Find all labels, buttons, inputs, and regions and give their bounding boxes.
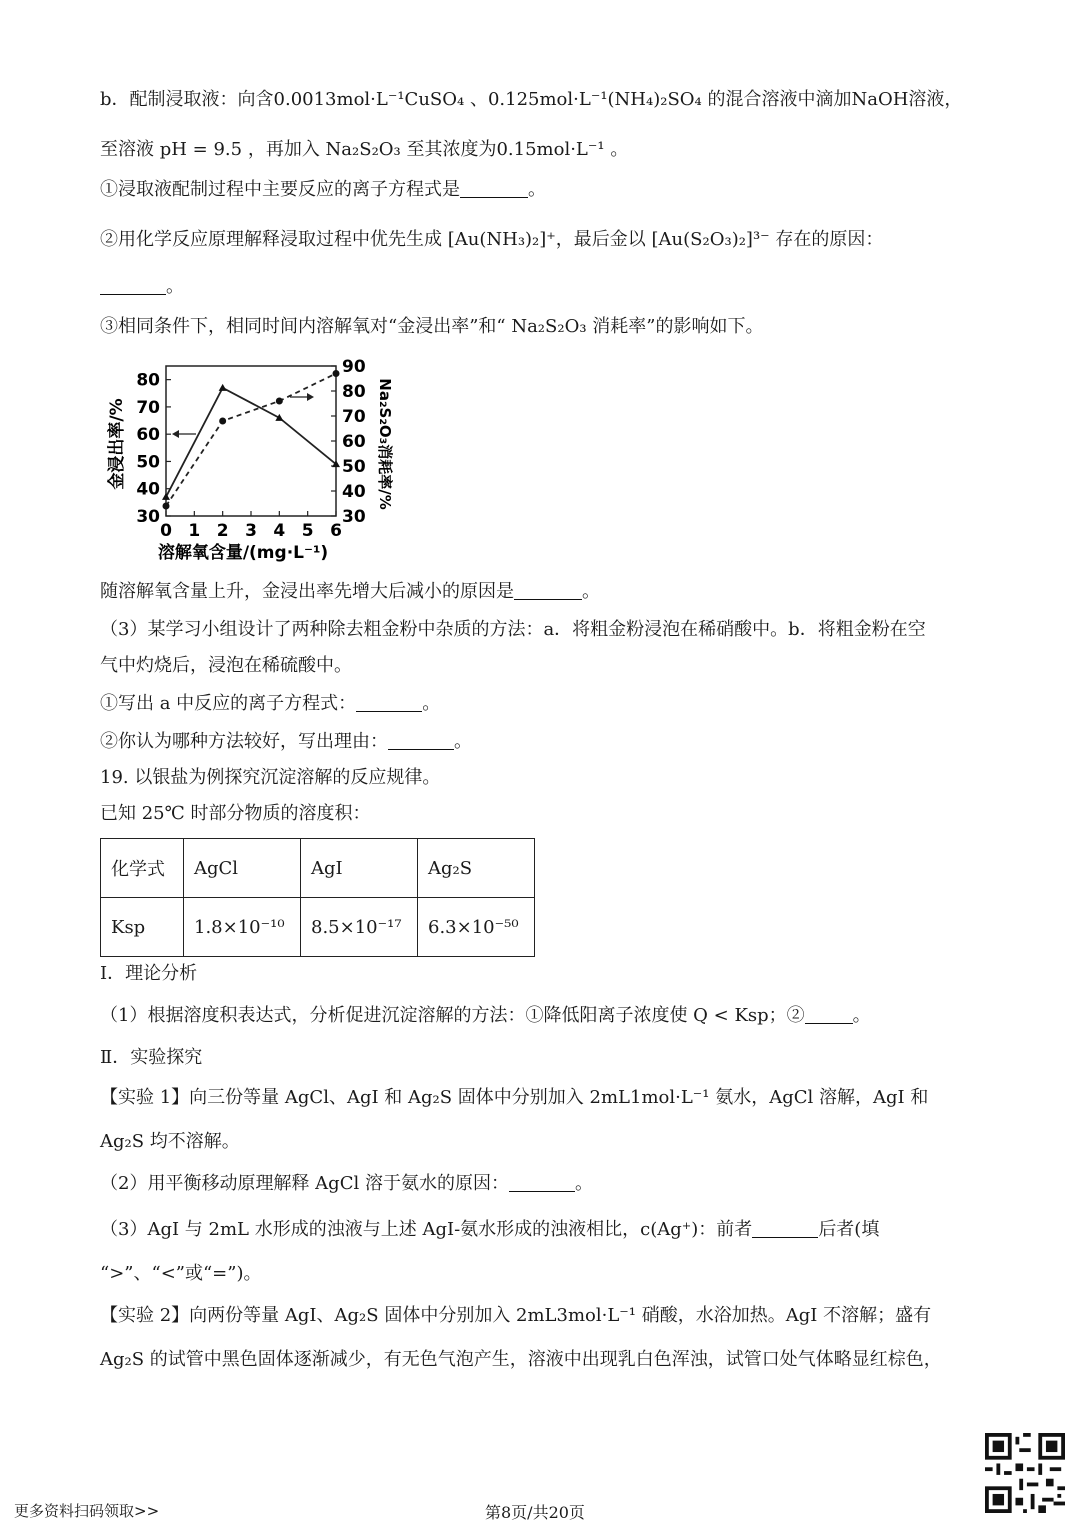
footer-promo[interactable]: 更多资料扫码领取>>	[14, 1502, 160, 1520]
y-axis-label-left: 金浸出率/%	[107, 398, 127, 490]
answer-blank[interactable]	[805, 1005, 853, 1024]
left-tick-label: 70	[136, 397, 160, 418]
question-3-compare	[100, 1218, 879, 1242]
complex-ammine: [Au(NH₃)₂]⁺	[447, 229, 556, 250]
punct: 。	[852, 1005, 871, 1026]
section-1-heading: Ⅰ．理论分析	[100, 963, 198, 984]
series-line-left	[166, 388, 336, 497]
table-row	[101, 839, 535, 898]
x-tick-label: 3	[245, 521, 257, 541]
x-tick-label: 4	[273, 521, 286, 541]
qr-code-icon[interactable]	[985, 1433, 1065, 1513]
section-1-q1-text: （1）根据溶度积表达式，分析促进沉淀溶解的方法：①降低阳离子浓度使 Q < Ksp；②	[100, 1005, 805, 1026]
part-3-q1	[100, 692, 440, 716]
x-tick-label: 6	[330, 521, 342, 541]
x-tick-label: 0	[160, 521, 172, 541]
series-line-right	[166, 374, 336, 507]
experiment-1: 【实验 1】向三份等量 AgCl、AgI 和 Ag₂S 固体中分别加入 2mL1mol·L⁻¹ 氨水，AgCl 溶解，AgI 和	[100, 1087, 929, 1108]
left-tick-label: 40	[136, 479, 160, 500]
part-3-q1-text: ①写出 a 中反应的离子方程式：	[100, 693, 357, 714]
part-3-q2	[100, 730, 472, 754]
punct: 。	[422, 693, 441, 714]
left-tick-label: 80	[136, 370, 160, 391]
answer-blank[interactable]	[460, 179, 528, 198]
complex-thiosulfate: [Au(S₂O₃)₂]³⁻	[651, 229, 770, 250]
right-tick-label: 40	[342, 482, 366, 502]
punct: 。	[166, 276, 184, 297]
answer-blank[interactable]	[388, 731, 454, 750]
y-axis-label-right: Na₂S₂O₃消耗率/%	[376, 378, 394, 510]
right-tick-label: 90	[342, 357, 366, 377]
answer-blank[interactable]	[514, 581, 582, 600]
table-header-cell: Ag₂S	[418, 839, 535, 898]
section-1-q1	[100, 1004, 871, 1028]
text-line-b: b．配制浸取液：向含0.0013mol·L⁻¹CuSO₄ 、0.125mol·L⁻¹(NH₄)₂SO₄ 的混合溶液中滴加NaOH溶液，	[100, 89, 963, 110]
table-header-cell: 化学式	[101, 839, 184, 898]
experiment-2-cont: Ag₂S 的试管中黑色固体逐渐减少，有无色气泡产生，溶液中出现乳白色浑浊，试管口处气体略显红棕色，	[100, 1349, 942, 1370]
right-tick-label: 60	[342, 432, 366, 452]
data-point-circle	[276, 398, 283, 405]
question-2-ammonia	[100, 1172, 593, 1196]
plot-frame	[166, 366, 336, 516]
data-point-circle	[163, 503, 170, 510]
data-point-circle	[219, 418, 226, 425]
part-3-intro-cont: 气中灼烧后，浸泡在稀硫酸中。	[100, 655, 352, 676]
left-axis-arrowhead	[172, 430, 179, 438]
punct: 。	[454, 731, 472, 752]
x-tick-label: 2	[216, 521, 229, 541]
dissolved-oxygen-chart	[90, 352, 410, 572]
left-tick-label: 30	[136, 507, 160, 527]
punct: 。	[528, 179, 546, 200]
data-point-triangle	[162, 493, 170, 500]
answer-blank[interactable]	[356, 693, 422, 712]
ksp-intro: 已知 25℃ 时部分物质的溶度积：	[100, 803, 371, 824]
punct: 。	[582, 581, 600, 602]
x-tick-label: 1	[188, 521, 201, 541]
question-3-reason	[100, 580, 600, 604]
experiment-1-cont: Ag₂S 均不溶解。	[100, 1131, 240, 1152]
left-tick-label: 50	[136, 452, 160, 473]
section-2-heading: Ⅱ．实验探究	[100, 1047, 203, 1068]
x-axis-label: 溶解氧含量/(mg·L⁻¹)	[157, 543, 329, 563]
punct: 。	[574, 1173, 593, 1194]
question-19: 19. 以银盐为例探究沉淀溶解的反应规律。	[100, 767, 441, 788]
right-tick-label: 80	[342, 382, 366, 402]
question-2-end: 存在的原因：	[775, 229, 884, 250]
ksp-table	[100, 838, 535, 957]
question-2-answer	[100, 275, 184, 299]
table-row	[101, 898, 535, 957]
question-compare-end: 后者(填	[818, 1219, 880, 1240]
question-1	[100, 178, 546, 202]
question-ammonia-text: （2）用平衡移动原理解释 AgCl 溶于氨水的原因：	[100, 1173, 509, 1194]
answer-blank[interactable]	[509, 1173, 575, 1192]
table-cell: 6.3×10⁻⁵⁰	[418, 898, 535, 957]
right-tick-label: 30	[342, 507, 366, 527]
table-cell: 1.8×10⁻¹⁰	[184, 898, 301, 957]
answer-blank[interactable]	[100, 276, 166, 295]
question-2	[100, 228, 883, 252]
data-point-circle	[333, 370, 340, 377]
table-row-label: Ksp	[101, 898, 184, 957]
left-tick-label: 60	[136, 425, 160, 446]
right-tick-label: 50	[342, 457, 366, 477]
question-2-text: ②用化学反应原理解释浸取过程中优先生成	[100, 229, 442, 250]
table-header-cell: AgI	[301, 839, 418, 898]
part-3-intro: （3）某学习小组设计了两种除去粗金粉中杂质的方法：a．将粗金粉浸泡在稀硝酸中。b．将粗金粉在空	[100, 619, 926, 640]
question-2-mid: ，最后金以	[555, 229, 646, 250]
question-3-options: “>”、“<”或“=”)。	[100, 1263, 262, 1284]
x-tick-label: 5	[301, 521, 314, 541]
question-3-reason-text: 随溶解氧含量上升，金浸出率先增大后减小的原因是	[100, 581, 514, 602]
page-number: 第8页/共20页	[485, 1503, 585, 1522]
table-header-cell: AgCl	[184, 839, 301, 898]
part-3-q2-text: ②你认为哪种方法较好，写出理由：	[100, 731, 388, 752]
right-axis-arrowhead	[307, 393, 314, 401]
right-tick-label: 70	[342, 407, 366, 427]
question-3: ③相同条件下，相同时间内溶解氧对“金浸出率”和“ Na₂S₂O₃ 消耗率”的影响如下。	[100, 316, 764, 337]
data-point-triangle	[219, 384, 227, 391]
question-compare-text: （3）AgI 与 2mL 水形成的浊液与上述 AgI-氨水形成的浊液相比，c(Ag⁺)：前者	[100, 1219, 753, 1240]
table-cell: 8.5×10⁻¹⁷	[301, 898, 418, 957]
question-1-text: ①浸取液配制过程中主要反应的离子方程式是	[100, 179, 460, 200]
answer-blank[interactable]	[752, 1219, 818, 1238]
text-line-ph: 至溶液 pH = 9.5 ，再加入 Na₂S₂O₃ 至其浓度为0.15mol·L⁻¹ 。	[100, 139, 629, 160]
experiment-2: 【实验 2】向两份等量 AgI、Ag₂S 固体中分别加入 2mL3mol·L⁻¹ 硝酸，水浴加热。AgI 不溶解；盛有	[100, 1305, 932, 1326]
